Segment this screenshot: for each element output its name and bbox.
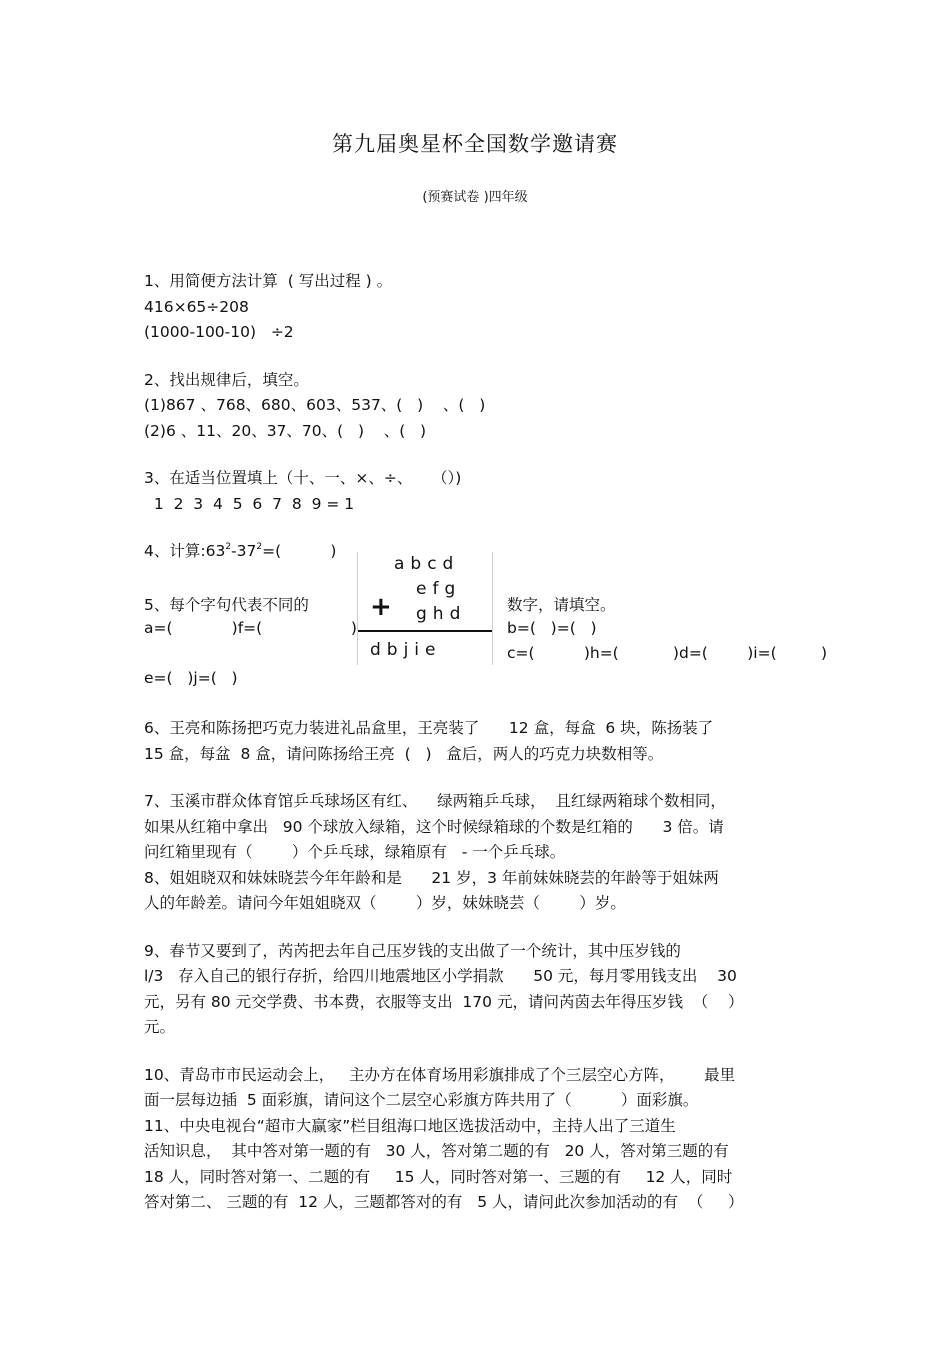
q10-line-1: 10、青岛市市民运动会上， 主办方在体育场用彩旗排成了个三层空心方阵， 最里 [144,1065,736,1084]
q1-expr-2: (1000-100-10) ÷2 [144,323,294,341]
page-title: 第九届奥星杯全国数学邀请赛 [332,132,618,156]
q6-line-1: 6、王亮和陈扬把巧克力装进礼品盒里，王亮装了 12 盒，每盒 6 块，陈扬装了 [144,719,714,737]
q11-line-2: 活知识息， 其中答对第一题的有 30 人，答对第二题的有 20 人，答对第三题的有 [144,1142,729,1160]
q6-line-2: 15 盒，每盆 8 盒，请问陈扬给王亮 ( ) 盒后，两人的巧克力块数相等。 [144,744,664,763]
q1-expr-1: 416×65÷208 [144,297,249,316]
plus-sign: + [370,592,392,622]
q5-answers-b: b=( )=( ) [507,619,597,637]
q4-prefix: 4、计算:63 [144,542,226,560]
q1-prompt: 1、用简便方法计算 ( 写出过程 ) 。 [144,272,393,290]
q4-suffix: =( ) [262,542,337,560]
q7-line-3: 问红箱里现有（ ）个乒乓球，绿箱原有 - 一个乒乓球。 [144,843,566,861]
q8-line-1: 8、姐姐晓双和妹妹晓芸今年年龄和是 21 岁，3 年前妹妹晓芸的年龄等于姐妹两 [144,868,719,887]
q2-prompt: 2、找出规律后，填空。 [144,370,309,389]
q4-exponent-1: 2 [225,542,232,552]
q9-line-2: l/3 存入自己的银行存折，给四川地震地区小学捐款 50 元，每月零用钱支出 30 [144,967,737,985]
q11-line-4: 答对第二、 三题的有 12 人，三题都答对的有 5 人，请问此次参加活动的有 （ ） [144,1193,744,1211]
q7-line-2: 如果从红箱中拿出 90 个球放入绿箱，这个时候绿箱球的个数是红箱的 3 倍。请 [144,817,724,836]
q4-expression [144,539,814,565]
q4-mid: -37 [231,542,257,560]
puzzle-row-1: abcd [394,554,460,574]
q5-prompt-right: 数字，请填空。 [507,596,616,614]
q4-exponent-2: 2 [256,542,263,552]
q2-seq-1: (1)867 、768、680、603、537、( ) 、( ) [144,396,486,414]
addition-puzzle [357,552,493,665]
q7-line-1: 7、玉溪市群众体育馆乒乓球场区有红、 绿两箱乒乓球， 且红绿两箱球个数相同， [144,792,726,810]
q5-answers-chdi: c=( )h=( )d=( )i=( ) [507,644,828,662]
q5-prompt-left: 5、每个字句代表不同的 [144,596,309,614]
q11-line-3: 18 人，同时答对第一、二题的有 15 人，同时答对第一、三题的有 12 人，同时 [144,1167,733,1186]
q10-line-2: 面一层每边插 5 面彩旗，请问这个二层空心彩旗方阵共用了（ ）面彩旗。 [144,1091,699,1109]
q5-answers-af: a=( )f=( ) [144,619,357,637]
puzzle-row-3: ghd [416,604,467,624]
exam-content [144,269,814,565]
exam-subtitle: (预赛试卷 )四年级 [422,190,528,205]
puzzle-row-2: efg [416,579,462,599]
q2-seq-2: (2)6 、11、20、37、70、( ) 、( ) [144,421,427,440]
q9-line-4: 元。 [144,1018,176,1036]
sum-line [358,630,492,632]
exam-content-lower [144,716,814,1216]
q9-line-3: 元，另有 80 元交学费、书本费，衣服等支出 170 元，请问芮茵去年得压岁钱 （ ） [144,992,744,1011]
q5-answers-ej: e=( )j=( ) [144,669,238,687]
q3-digits: 1 2 3 4 5 6 7 8 9 = 1 [144,494,355,513]
q8-line-2: 人的年龄差。请问今年姐姐晓双（ ）岁，妹妹晓芸（ ）岁。 [144,894,626,912]
q3-prompt: 3、在适当位置填上（十、一、×、÷、 （）) [144,469,462,487]
q9-line-1: 9、春节又要到了，芮芮把去年自己压岁钱的支出做了一个统计，其中压岁钱的 [144,941,681,960]
q11-line-1: 11、中央电视台“超市大赢家”栏目组海口地区选拔活动中，主持人出了三道生 [144,1116,676,1135]
puzzle-sum-row: dbjie [370,640,442,660]
